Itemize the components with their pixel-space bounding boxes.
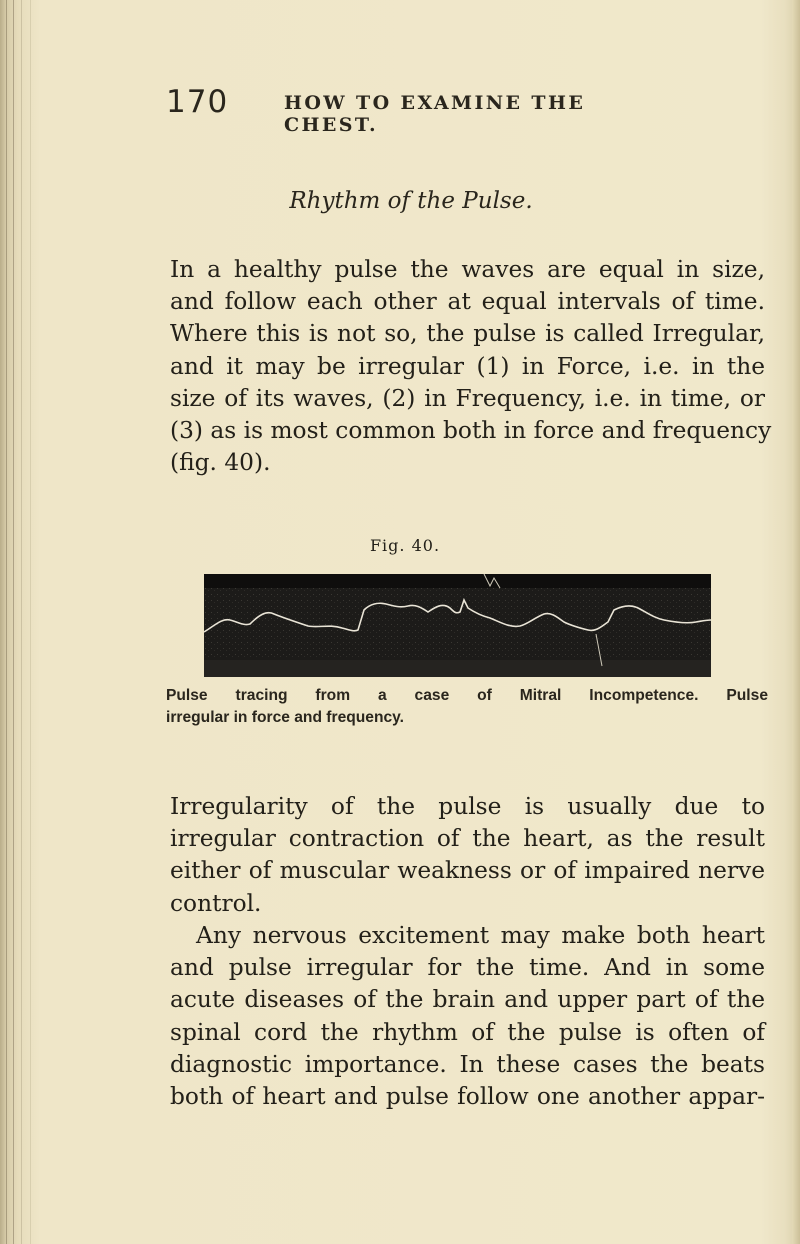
- text-line: irregular contraction of the heart, as the result: [170, 825, 765, 853]
- text-line: Irregularity of the pulse is usually due to: [170, 793, 765, 820]
- running-head: [160, 84, 680, 136]
- gutter-line: [30, 0, 31, 1244]
- paragraph-1: [170, 254, 772, 479]
- text-line: (3) as is most common both in force and frequency: [170, 417, 772, 445]
- caption-line: irregular in force and frequency.: [166, 709, 405, 726]
- paragraph-2: [170, 791, 765, 920]
- text-line: (fig. 40).: [170, 449, 271, 477]
- text-line: acute diseases of the brain and upper part of the: [170, 986, 765, 1014]
- text-line: and follow each other at equal intervals of time.: [170, 288, 765, 316]
- section-heading: Rhythm of the Pulse.: [289, 188, 533, 214]
- text-line: and it may be irregular (1) in Force, i.e. in the: [170, 352, 765, 380]
- text-line: spinal cord the rhythm of the pulse is often of: [170, 1018, 765, 1046]
- text-line: Where this is not so, the pulse is called Irregular,: [170, 320, 765, 348]
- text-line: either of muscular weakness or of impaired nerve: [170, 857, 765, 885]
- text-line: both of heart and pulse follow one another appar-: [170, 1083, 765, 1111]
- pulse-tracing-svg: [204, 574, 711, 677]
- text-line: and pulse irregular for the time. And in some: [170, 954, 765, 982]
- gutter-line: [6, 0, 7, 1244]
- paragraph-3: [170, 920, 765, 1113]
- text-line: size of its waves, (2) in Frequency, i.e. in time, or: [170, 384, 765, 412]
- figure-caption: [166, 685, 768, 729]
- page-right-edge: [792, 0, 800, 1244]
- text-line: Any nervous excitement may make both heart: [196, 922, 765, 949]
- gutter-line: [13, 0, 14, 1244]
- figure-label: Fig. 40.: [369, 536, 441, 555]
- running-title: HOW TO EXAMINE THE CHEST.: [284, 92, 586, 136]
- pulse-tracing-image: [204, 574, 711, 677]
- text-line: In a healthy pulse the waves are equal in size,: [170, 256, 765, 283]
- page-number: 170: [166, 84, 229, 120]
- text-line: diagnostic importance. In these cases the beats: [170, 1050, 765, 1078]
- text-line: control.: [170, 889, 262, 917]
- caption-line: Pulse tracing from a case of Mitral Incompetence. Pulse: [166, 687, 768, 704]
- gutter-line: [21, 0, 22, 1244]
